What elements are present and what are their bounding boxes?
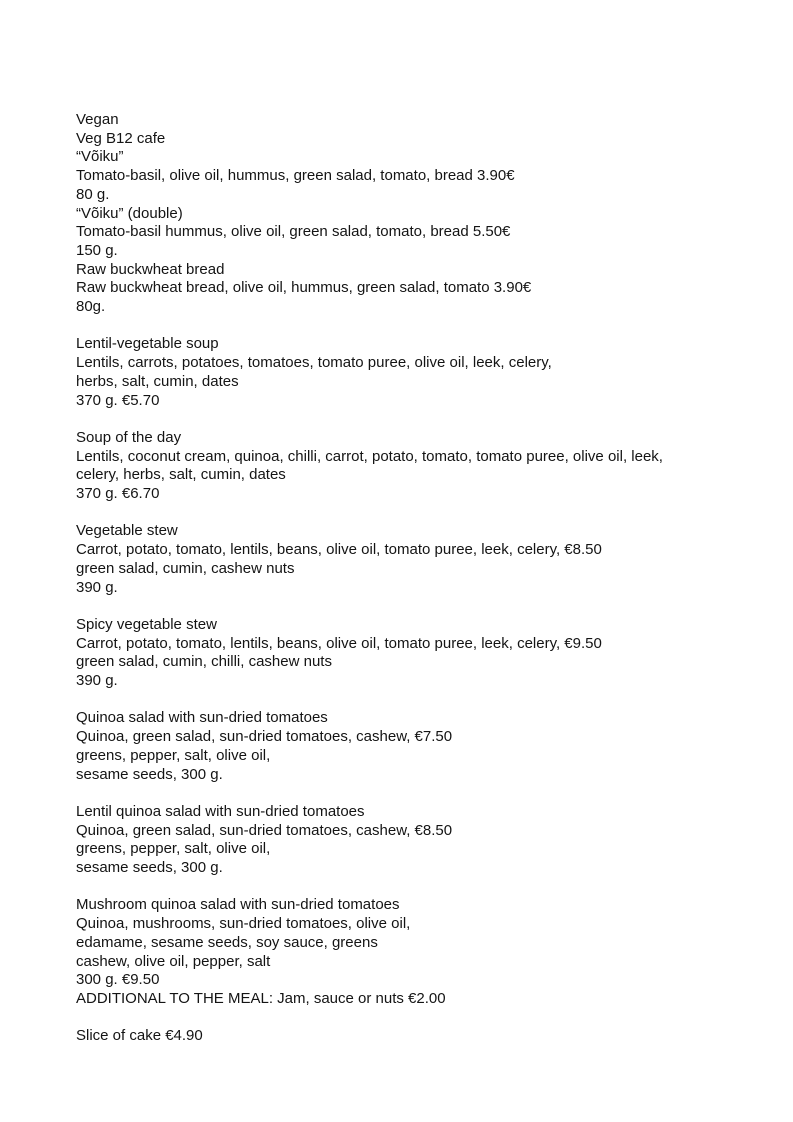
menu-block (76, 335, 753, 410)
menu-block (76, 111, 753, 317)
menu-line: Soup of the day (76, 428, 182, 446)
menu-line: Carrot, potato, tomato, lentils, beans, olive oil, tomato puree, leek, celery, €8.50 (76, 541, 602, 559)
menu-line: cashew, olive oil, pepper, salt (76, 952, 271, 970)
menu-line: greens, pepper, salt, olive oil, (76, 746, 271, 764)
menu-line: 370 g. €5.70 (76, 391, 160, 409)
menu-line: Quinoa, green salad, sun-dried tomatoes, cashew, €7.50 (76, 728, 453, 746)
menu-line: 370 g. €6.70 (76, 485, 160, 503)
menu-line: Mushroom quinoa salad with sun-dried tomatoes (76, 896, 400, 914)
menu-line: Lentil quinoa salad with sun-dried tomatoes (76, 802, 365, 820)
menu-line: 300 g. €9.50 (76, 971, 160, 989)
menu-line: 80g. (76, 298, 106, 316)
menu-line: Lentils, coconut cream, quinoa, chilli, carrot, potato, tomato, tomato puree, olive oil, leek, (76, 447, 663, 465)
menu-block (76, 803, 753, 878)
menu-line: green salad, cumin, chilli, cashew nuts (76, 653, 332, 671)
menu-line: Carrot, potato, tomato, lentils, beans, olive oil, tomato puree, leek, celery, €9.50 (76, 634, 602, 652)
menu-line: Lentil-vegetable soup (76, 335, 219, 353)
menu-line: Quinoa, green salad, sun-dried tomatoes, cashew, €8.50 (76, 821, 453, 839)
menu-block (76, 616, 753, 691)
menu-line: Tomato-basil, olive oil, hummus, green salad, tomato, bread 3.90€ (76, 167, 515, 185)
menu-line: Quinoa salad with sun-dried tomatoes (76, 709, 328, 727)
menu-block (76, 896, 753, 1008)
menu-line: Raw buckwheat bread, olive oil, hummus, green salad, tomato 3.90€ (76, 279, 532, 297)
menu-line: greens, pepper, salt, olive oil, (76, 840, 271, 858)
menu-line: Lentils, carrots, potatoes, tomatoes, tomato puree, olive oil, leek, celery, (76, 354, 552, 372)
menu-line: Veg B12 cafe (76, 129, 166, 147)
menu-line: Tomato-basil hummus, olive oil, green salad, tomato, bread 5.50€ (76, 223, 511, 241)
menu-line: edamame, sesame seeds, soy sauce, greens (76, 933, 378, 951)
menu-line: sesame seeds, 300 g. (76, 765, 223, 783)
menu-line: Vegetable stew (76, 522, 178, 540)
menu-line: 150 g. (76, 241, 118, 259)
menu-line: green salad, cumin, cashew nuts (76, 559, 295, 577)
menu-line: Slice of cake €4.90 (76, 1027, 203, 1045)
menu-block (76, 522, 753, 597)
menu-line: Quinoa, mushrooms, sun-dried tomatoes, olive oil, (76, 915, 411, 933)
menu-block (76, 709, 753, 784)
menu-line: celery, herbs, salt, cumin, dates (76, 466, 286, 484)
menu-line: Spicy vegetable stew (76, 615, 217, 633)
menu-text-block (76, 111, 753, 1046)
menu-line: herbs, salt, cumin, dates (76, 372, 239, 390)
menu-line: 390 g. (76, 578, 118, 596)
menu-line: sesame seeds, 300 g. (76, 859, 223, 877)
menu-block (76, 429, 753, 504)
menu-line: “Võiku” (76, 148, 124, 166)
menu-line: 80 g. (76, 185, 110, 203)
menu-line: Vegan (76, 111, 119, 128)
menu-line: “Võiku” (double) (76, 204, 183, 222)
menu-block (76, 1027, 753, 1046)
menu-line: Raw buckwheat bread (76, 260, 225, 278)
menu-line: 390 g. (76, 672, 118, 690)
menu-line: ADDITIONAL TO THE MEAL: Jam, sauce or nuts €2.00 (76, 989, 446, 1007)
